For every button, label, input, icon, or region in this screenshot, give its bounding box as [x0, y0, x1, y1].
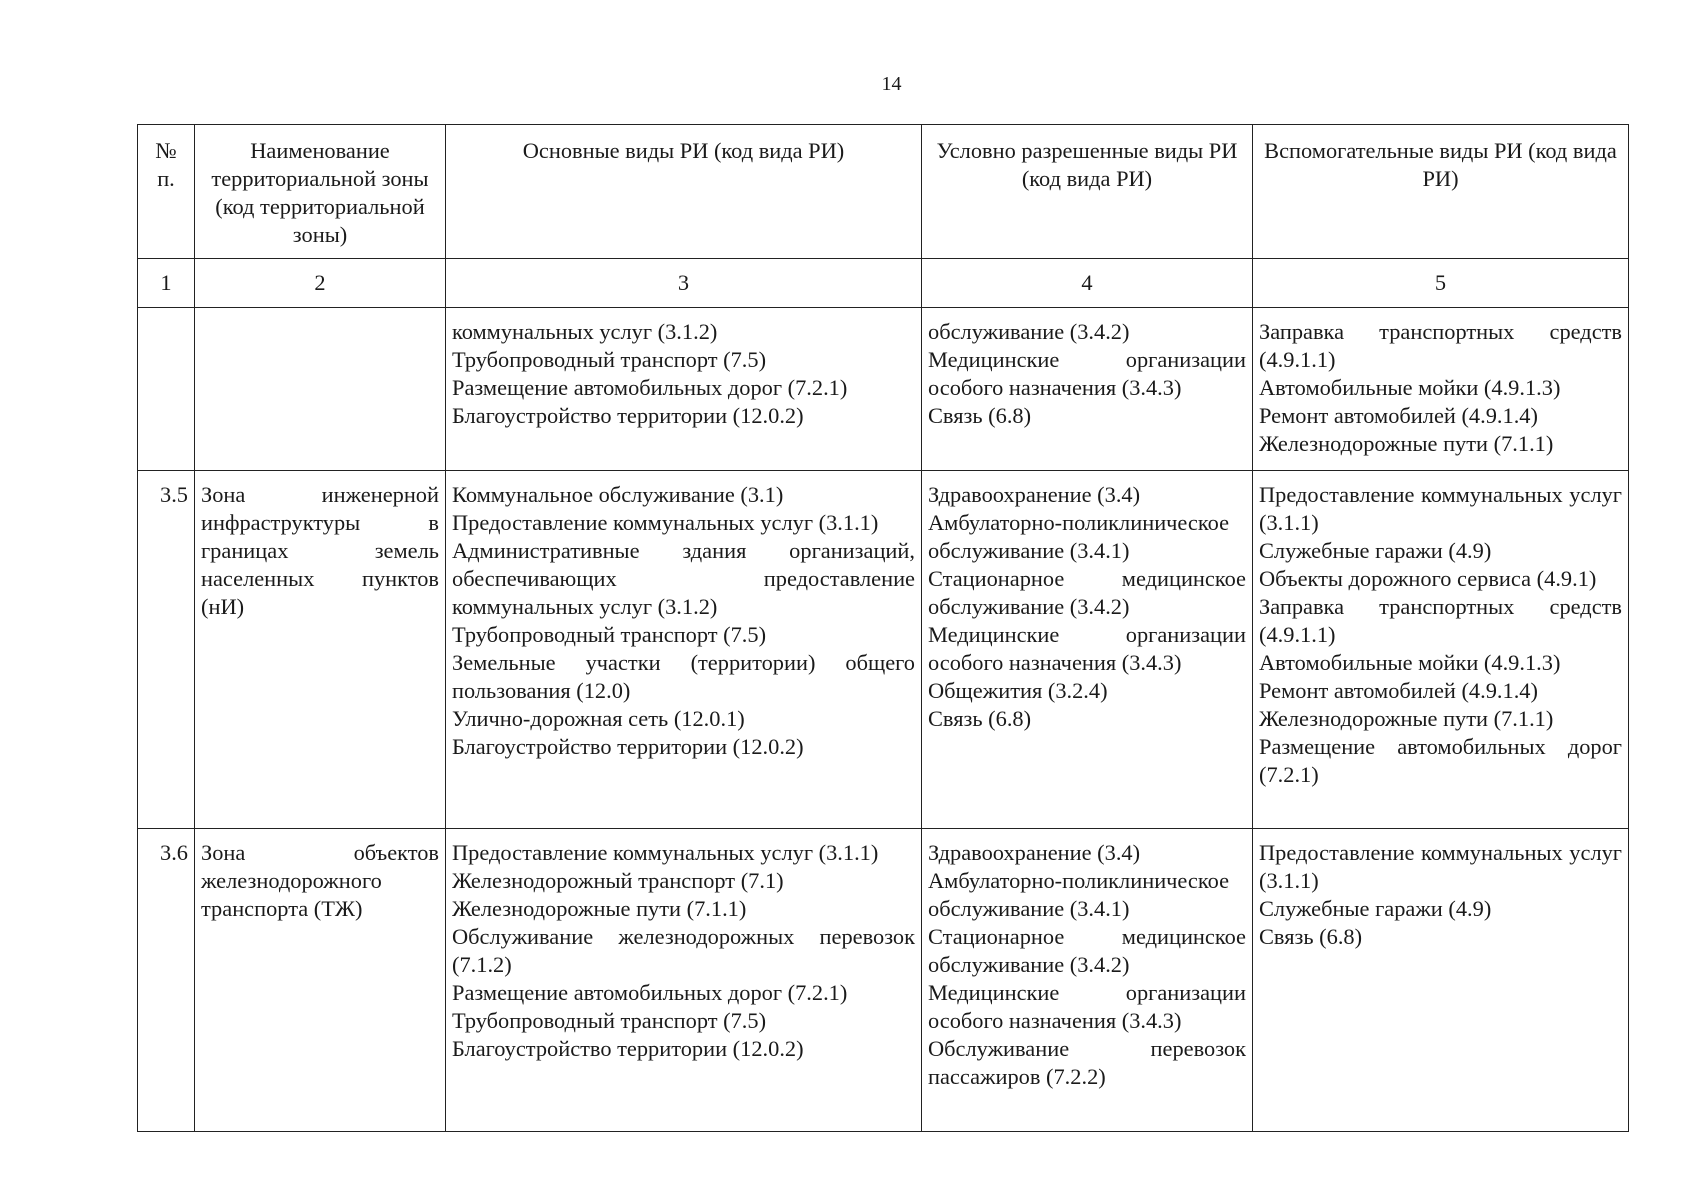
conditional-uses-cell: [922, 829, 1253, 1132]
auxiliary-uses-cell: [1253, 471, 1629, 829]
conditional-use-entry: Медицинские организации особого назначения (3.4.3): [928, 347, 1246, 400]
zones-table: [137, 124, 1629, 1132]
main-use-entry: Благоустройство территории (12.0.2): [452, 403, 804, 428]
auxiliary-use-entry: Автомобильные мойки (4.9.1.3): [1259, 650, 1561, 675]
table-header-row: [138, 125, 1629, 259]
conditional-use-entry: Медицинские организации особого назначения (3.4.3): [928, 980, 1246, 1033]
auxiliary-use-entry: Заправка транспортных средств (4.9.1.1): [1259, 594, 1622, 647]
column-number: 3: [446, 259, 922, 308]
header-zone-name: Наименование территориальной зоны (код территориальной зоны): [195, 125, 446, 259]
zone-name-cell: [195, 829, 446, 1132]
conditional-use-entry: Обслуживание перевозок пассажиров (7.2.2): [928, 1036, 1246, 1089]
header-number: № п.: [138, 125, 195, 259]
auxiliary-use-entry: Автомобильные мойки (4.9.1.3): [1259, 375, 1561, 400]
main-use-entry: Благоустройство территории (12.0.2): [452, 734, 804, 759]
main-use-entry: Предоставление коммунальных услуг (3.1.1): [452, 840, 879, 865]
auxiliary-use-entry: Железнодорожные пути (7.1.1): [1259, 706, 1554, 731]
zone-name-cell: [195, 471, 446, 829]
auxiliary-use-entry: Объекты дорожного сервиса (4.9.1): [1259, 566, 1597, 591]
column-number: 4: [922, 259, 1253, 308]
conditional-use-entry: Амбулаторно-поликлиническое обслуживание (3.4.1): [928, 510, 1230, 563]
conditional-use-entry: Связь (6.8): [928, 706, 1032, 731]
main-use-entry: Железнодорожные пути (7.1.1): [452, 896, 747, 921]
auxiliary-use-entry: Предоставление коммунальных услуг (3.1.1): [1259, 840, 1622, 893]
auxiliary-use-entry: Размещение автомобильных дорог (7.2.1): [1259, 734, 1622, 787]
main-uses-cell: [446, 471, 922, 829]
main-use-entry: Предоставление коммунальных услуг (3.1.1): [452, 510, 879, 535]
table-row: [138, 308, 1629, 471]
conditional-use-entry: Медицинские организации особого назначения (3.4.3): [928, 622, 1246, 675]
zone-number-cell: 3.5: [138, 471, 195, 829]
conditional-use-entry: Связь (6.8): [928, 403, 1032, 428]
conditional-use-entry: Амбулаторно-поликлиническое обслуживание (3.4.1): [928, 868, 1230, 921]
conditional-uses-cell: [922, 308, 1253, 471]
conditional-use-entry: Здравоохранение (3.4): [928, 840, 1141, 865]
conditional-use-entry: Здравоохранение (3.4): [928, 482, 1141, 507]
main-use-entry: Коммунальное обслуживание (3.1): [452, 482, 784, 507]
main-use-entry: Административные здания организаций, обеспечивающих предоставление коммунальных услуг (3.1.2): [452, 538, 915, 619]
column-number: 2: [195, 259, 446, 308]
zone-number-cell: 3.6: [138, 829, 195, 1132]
auxiliary-use-entry: Заправка транспортных средств (4.9.1.1): [1259, 319, 1622, 372]
main-uses-cell: [446, 829, 922, 1132]
auxiliary-uses-cell: [1253, 829, 1629, 1132]
zone-name: Зона инженерной инфраструктуры в границах земель населенных пунктов (нИ): [201, 482, 439, 619]
column-number: 1: [138, 259, 195, 308]
main-use-entry: коммунальных услуг (3.1.2): [452, 319, 718, 344]
main-use-entry: Железнодорожный транспорт (7.1): [452, 868, 784, 893]
column-number-row: [138, 259, 1629, 308]
header-main-uses: Основные виды РИ (код вида РИ): [446, 125, 922, 259]
zone-name: Зона объектов железнодорожного транспорта (ТЖ): [201, 840, 439, 921]
header-conditional-uses: Условно разрешенные виды РИ (код вида РИ): [922, 125, 1253, 259]
auxiliary-uses-cell: [1253, 308, 1629, 471]
conditional-use-entry: Стационарное медицинское обслуживание (3.4.2): [928, 924, 1246, 977]
table-row: [138, 471, 1629, 829]
header-auxiliary-uses: Вспомогательные виды РИ (код вида РИ): [1253, 125, 1629, 259]
main-use-entry: Улично-дорожная сеть (12.0.1): [452, 706, 745, 731]
page-number: 14: [881, 73, 902, 95]
conditional-uses-cell: [922, 471, 1253, 829]
auxiliary-use-entry: Ремонт автомобилей (4.9.1.4): [1259, 403, 1538, 428]
auxiliary-use-entry: Служебные гаражи (4.9): [1259, 896, 1492, 921]
column-number: 5: [1253, 259, 1629, 308]
main-use-entry: Обслуживание железнодорожных перевозок (7.1.2): [452, 924, 915, 977]
main-use-entry: Трубопроводный транспорт (7.5): [452, 1008, 767, 1033]
auxiliary-use-entry: Железнодорожные пути (7.1.1): [1259, 431, 1554, 456]
auxiliary-use-entry: Предоставление коммунальных услуг (3.1.1): [1259, 482, 1622, 535]
main-use-entry: Размещение автомобильных дорог (7.2.1): [452, 375, 848, 400]
main-use-entry: Земельные участки (территории) общего пользования (12.0): [452, 650, 915, 703]
auxiliary-use-entry: Ремонт автомобилей (4.9.1.4): [1259, 678, 1538, 703]
main-use-entry: Благоустройство территории (12.0.2): [452, 1036, 804, 1061]
auxiliary-use-entry: Служебные гаражи (4.9): [1259, 538, 1492, 563]
zone-number-cell: [138, 308, 195, 471]
main-use-entry: Трубопроводный транспорт (7.5): [452, 622, 767, 647]
conditional-use-entry: обслуживание (3.4.2): [928, 319, 1130, 344]
main-uses-cell: [446, 308, 922, 471]
zone-name-cell: [195, 308, 446, 471]
conditional-use-entry: Стационарное медицинское обслуживание (3.4.2): [928, 566, 1246, 619]
table-row: [138, 829, 1629, 1132]
conditional-use-entry: Общежития (3.2.4): [928, 678, 1108, 703]
main-use-entry: Размещение автомобильных дорог (7.2.1): [452, 980, 848, 1005]
main-use-entry: Трубопроводный транспорт (7.5): [452, 347, 767, 372]
auxiliary-use-entry: Связь (6.8): [1259, 924, 1363, 949]
